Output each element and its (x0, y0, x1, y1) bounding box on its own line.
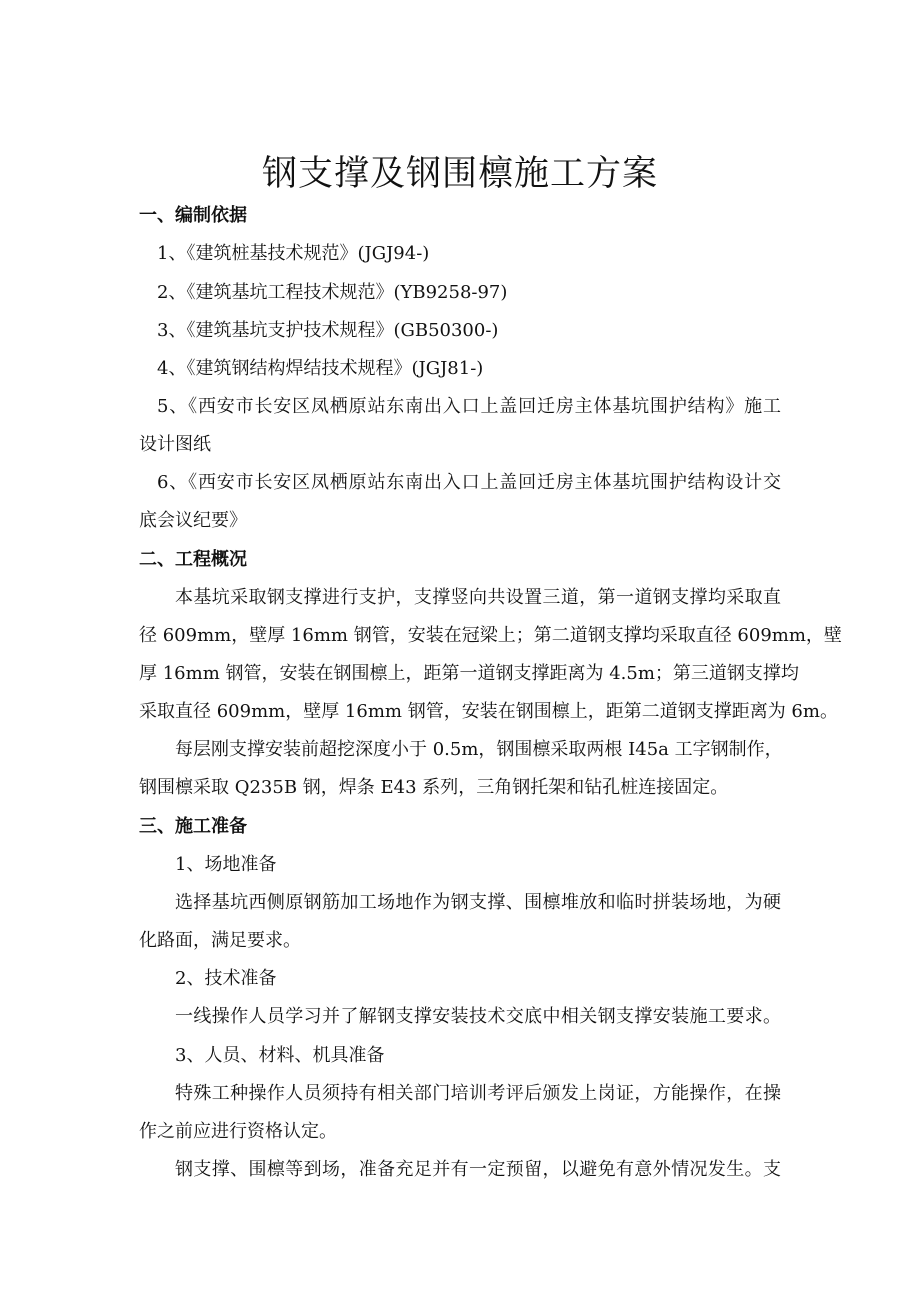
document-title: 钢支撑及钢围檩施工方案 (261, 154, 658, 194)
basis-item-2: 2、《建筑基坑工程技术规范》(YB9258-97) (157, 282, 508, 303)
prep-resources-p2-line-1: 钢支撑、围檩等到场，准备充足并有一定预留，以避免有意外情况发生。支 (175, 1159, 781, 1180)
overview-p1-line-3: 厚 16mm 钢管，安装在钢围檩上，距第一道钢支撑距离为 4.5m；第三道钢支撑均 (139, 663, 799, 684)
basis-item-6-line-1: 6、《西安市长安区凤栖原站东南出入口上盖回迁房主体基坑围护结构设计交 (157, 472, 781, 493)
overview-p1-line-4: 采取直径 609mm，壁厚 16mm 钢管，安装在钢围檩上，距第二道钢支撑距离为 6m。 (139, 701, 838, 722)
overview-p1-line-1: 本基坑采取钢支撑进行支护，支撑竖向共设置三道，第一道钢支撑均采取直 (175, 587, 781, 608)
basis-item-5-line-1: 5、《西安市长安区凤栖原站东南出入口上盖回迁房主体基坑围护结构》施工 (157, 396, 781, 417)
prep-technical-line: 一线操作人员学习并了解钢支撑安装技术交底中相关钢支撑安装施工要求。 (175, 1006, 781, 1027)
basis-item-5-line-2: 设计图纸 (139, 434, 211, 455)
prep-resources-line-1: 特殊工种操作人员须持有相关部门培训考评后颁发上岗证，方能操作，在操 (175, 1083, 781, 1104)
prep-sub-technical: 2、技术准备 (175, 968, 277, 989)
overview-p2-line-2: 钢围檩采取 Q235B 钢，焊条 E43 系列，三角钢托架和钻孔桩连接固定。 (139, 777, 729, 798)
prep-site-line-2: 化路面，满足要求。 (139, 930, 301, 951)
overview-p1-line-2: 径 609mm，壁厚 16mm 钢管，安装在冠梁上；第二道钢支撑均采取直径 609mm，壁 (139, 625, 842, 646)
section-heading-preparation: 三、施工准备 (139, 816, 247, 837)
basis-item-3: 3、《建筑基坑支护技术规程》(GB50300-) (157, 320, 499, 341)
section-heading-overview: 二、工程概况 (139, 549, 247, 570)
prep-sub-resources: 3、人员、材料、机具准备 (175, 1045, 385, 1066)
section-heading-basis: 一、编制依据 (139, 205, 247, 226)
basis-item-6-line-2: 底会议纪要》 (139, 510, 247, 531)
prep-resources-line-2: 作之前应进行资格认定。 (139, 1121, 337, 1142)
overview-p2-line-1: 每层刚支撑安装前超挖深度小于 0.5m，钢围檩采取两根 I45a 工字钢制作， (175, 739, 783, 760)
basis-item-1: 1、《建筑桩基技术规范》(JGJ94-) (157, 243, 430, 264)
prep-site-line-1: 选择基坑西侧原钢筋加工场地作为钢支撑、围檩堆放和临时拼装场地，为硬 (175, 892, 781, 913)
basis-item-4: 4、《建筑钢结构焊结技术规程》(JGJ81-) (157, 358, 484, 379)
prep-sub-site: 1、场地准备 (175, 854, 277, 875)
